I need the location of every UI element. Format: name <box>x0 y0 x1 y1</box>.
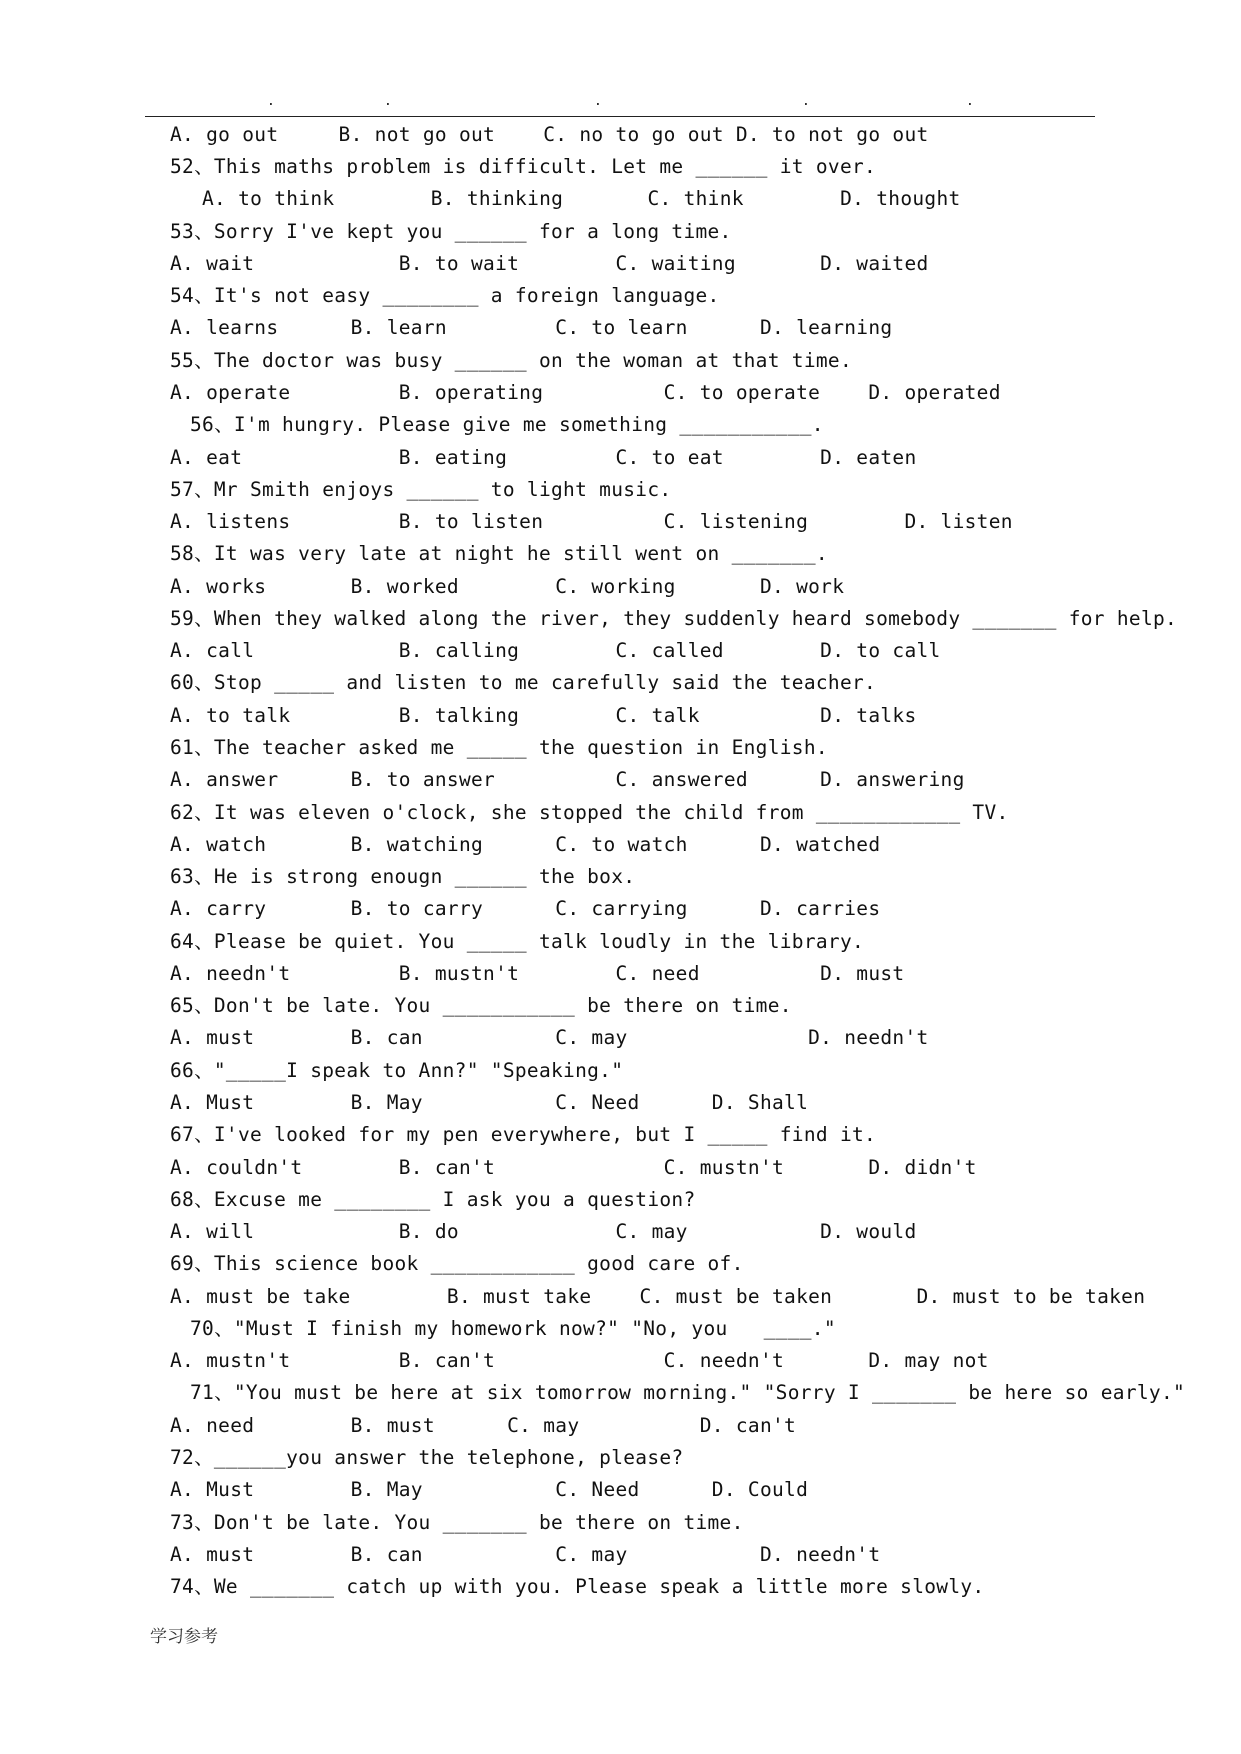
options-line: A. couldn't B. can't C. mustn't D. didn't <box>170 1156 977 1179</box>
question-line: 73、Don't be late. You _______ be there on time. <box>170 1511 744 1534</box>
header-dot: . <box>267 94 275 109</box>
options-line: A. wait B. to wait C. waiting D. waited <box>170 252 929 275</box>
options-line: A. works B. worked C. working D. work <box>170 575 845 598</box>
header-dot: . <box>802 94 810 109</box>
question-line: 54、It's not easy ________ a foreign language. <box>170 284 720 307</box>
question-line: 67、I've looked for my pen everywhere, but I _____ find it. <box>170 1123 877 1146</box>
options-line: A. must B. can C. may D. needn't <box>170 1026 929 1049</box>
header-dot: . <box>384 94 392 109</box>
options-line: A. Must B. May C. Need D. Could <box>170 1478 809 1501</box>
options-line: A. to talk B. talking C. talk D. talks <box>170 704 917 727</box>
question-line: 57、Mr Smith enjoys ______ to light music. <box>170 478 672 501</box>
options-line: A. mustn't B. can't C. needn't D. may not <box>170 1349 989 1372</box>
question-line: 64、Please be quiet. You _____ talk loudly in the library. <box>170 930 865 953</box>
options-line: A. answer B. to answer C. answered D. answering <box>170 768 965 791</box>
question-line: 71、"You must be here at six tomorrow morning." "Sorry I _______ be here so early." <box>190 1381 1186 1404</box>
options-line: A. go out B. not go out C. no to go out D. to not go out <box>170 123 929 146</box>
question-line: 72、______you answer the telephone, please? <box>170 1446 684 1469</box>
header-rule <box>145 116 1095 117</box>
options-line: A. call B. calling C. called D. to call <box>170 639 941 662</box>
page-footer: 学习参考 <box>150 1627 218 1647</box>
options-line: A. learns B. learn C. to learn D. learning <box>170 316 893 339</box>
question-line: 58、It was very late at night he still went on _______. <box>170 542 828 565</box>
options-line: A. eat B. eating C. to eat D. eaten <box>170 446 917 469</box>
question-line: 65、Don't be late. You ___________ be there on time. <box>170 994 792 1017</box>
options-line: A. operate B. operating C. to operate D. operated <box>170 381 1001 404</box>
question-line: 55、The doctor was busy ______ on the woman at that time. <box>170 349 852 372</box>
header-dots <box>0 96 1241 108</box>
options-line: A. to think B. thinking C. think D. thought <box>202 187 961 210</box>
question-line: 62、It was eleven o'clock, she stopped the child from ____________ TV. <box>170 801 1009 824</box>
question-line: 74、We _______ catch up with you. Please speak a little more slowly. <box>170 1575 985 1598</box>
options-line: A. must be take B. must take C. must be taken D. must to be taken <box>170 1285 1146 1308</box>
question-line: 66、"_____I speak to Ann?" "Speaking." <box>170 1059 624 1082</box>
options-line: A. need B. must C. may D. can't <box>170 1414 797 1437</box>
question-line: 61、The teacher asked me _____ the question in English. <box>170 736 828 759</box>
question-line: 60、Stop _____ and listen to me carefully said the teacher. <box>170 671 877 694</box>
question-line: 70、"Must I finish my homework now?" "No, you ____." <box>190 1317 836 1340</box>
question-line: 63、He is strong enougn ______ the box. <box>170 865 636 888</box>
question-line: 68、Excuse me ________ I ask you a question? <box>170 1188 696 1211</box>
options-line: A. needn't B. mustn't C. need D. must <box>170 962 905 985</box>
header-dot: . <box>966 94 974 109</box>
options-line: A. listens B. to listen C. listening D. listen <box>170 510 1013 533</box>
options-line: A. will B. do C. may D. would <box>170 1220 917 1243</box>
question-line: 59、When they walked along the river, they suddenly heard somebody _______ for help. <box>170 607 1178 630</box>
question-line: 56、I'm hungry. Please give me something ___________. <box>190 413 824 436</box>
header-dot: . <box>594 94 602 109</box>
options-line: A. watch B. watching C. to watch D. watched <box>170 833 881 856</box>
options-line: A. must B. can C. may D. needn't <box>170 1543 881 1566</box>
question-line: 52、This maths problem is difficult. Let me ______ it over. <box>170 155 877 178</box>
options-line: A. carry B. to carry C. carrying D. carries <box>170 897 881 920</box>
question-line: 69、This science book ____________ good care of. <box>170 1252 744 1275</box>
question-line: 53、Sorry I've kept you ______ for a long time. <box>170 220 732 243</box>
options-line: A. Must B. May C. Need D. Shall <box>170 1091 809 1114</box>
